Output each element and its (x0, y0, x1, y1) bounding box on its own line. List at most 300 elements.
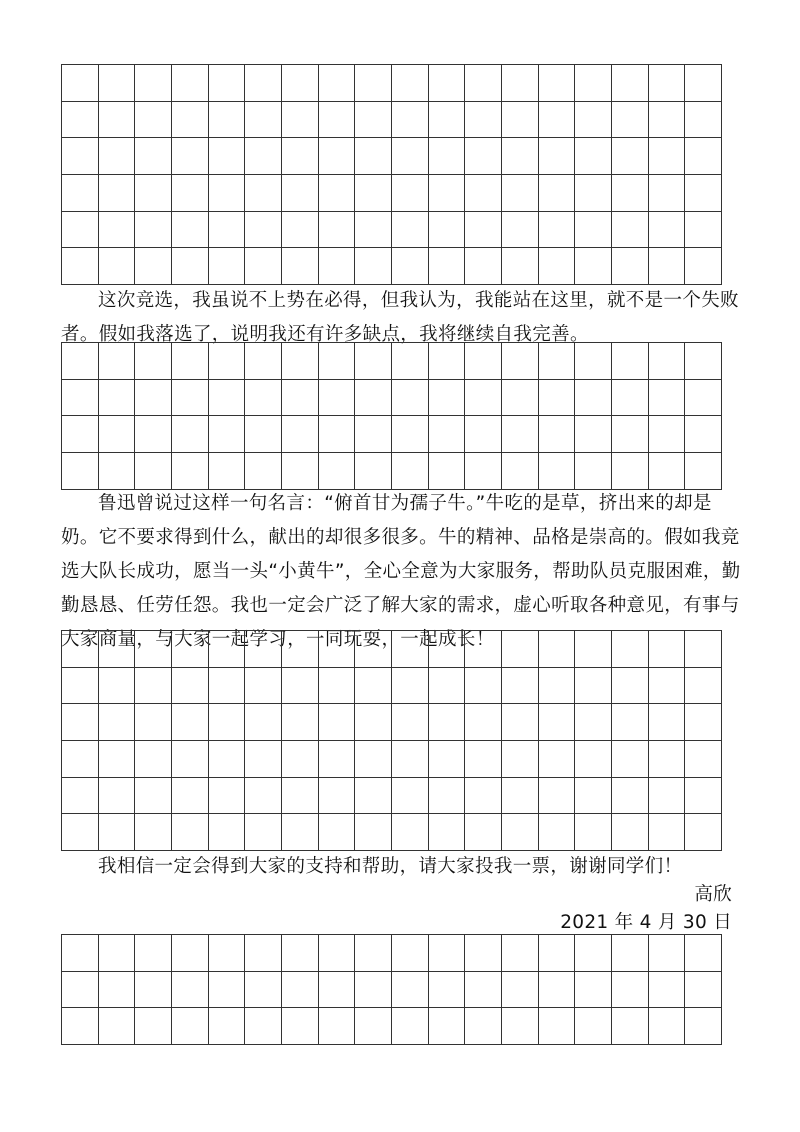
grid-cell (685, 704, 722, 741)
grid-cell (502, 1008, 539, 1045)
grid-cell (502, 778, 539, 815)
grid-cell (99, 668, 136, 705)
paragraph-1-text: 这次竞选，我虽说不上势在必得，但我认为，我能站在这里，就不是一个失败者。假如我落选了，说明我还有许多缺点，我将继续自我完善。 (61, 290, 739, 345)
signature-date: 2021 年 4 月 30 日 (560, 912, 732, 933)
paragraph-2-text: 鲁迅曾说过这样一句名言：“俯首甘为孺子牛。”牛吃的是草，挤出来的却是奶。它不要求得到什么，献出的却很多很多。牛的精神、品格是崇高的。假如我竞选大队长成功，愿当一头“小黄牛”，全心全意为大家服务，帮助队员克服困难，勤勤恳恳、任劳任怨。我也一定会广泛了解大家的需求，虚心听取各种意见，有事与大家商量，与大家一起学习，一同玩耍，一起成长！ (61, 493, 741, 650)
grid-cell (209, 741, 246, 778)
grid-cell (502, 668, 539, 705)
grid-cell (99, 102, 136, 139)
grid-cell (319, 248, 356, 285)
grid-cell (172, 175, 209, 212)
grid-cell (392, 814, 429, 851)
grid-cell (99, 972, 136, 1009)
grid-cell (465, 65, 502, 102)
grid-cell (575, 248, 612, 285)
grid-cell (282, 138, 319, 175)
grid-cell (392, 175, 429, 212)
grid-cell (649, 65, 686, 102)
grid-cell (282, 248, 319, 285)
grid-cell (99, 175, 136, 212)
grid-cell (209, 1008, 246, 1045)
grid-cell (649, 343, 686, 380)
grid-cell (575, 175, 612, 212)
grid-cell (355, 175, 392, 212)
grid-cell (392, 416, 429, 453)
grid-cell (539, 102, 576, 139)
grid-cell (465, 704, 502, 741)
grid-cell (465, 814, 502, 851)
grid-cell (62, 212, 99, 249)
grid-cell (282, 704, 319, 741)
grid-cell (135, 248, 172, 285)
grid-cell (99, 248, 136, 285)
grid-cell (465, 1008, 502, 1045)
grid-cell (612, 453, 649, 490)
grid-cell (282, 65, 319, 102)
grid-cell (392, 212, 429, 249)
grid-cell (392, 741, 429, 778)
grid-cell (135, 972, 172, 1009)
grid-cell (135, 138, 172, 175)
grid-cell (392, 631, 429, 668)
grid-cell (245, 972, 282, 1009)
grid-cell (209, 65, 246, 102)
grid-cell (502, 704, 539, 741)
grid-cell (429, 248, 466, 285)
grid-cell (465, 380, 502, 417)
grid-cell (99, 741, 136, 778)
grid-cell (245, 175, 282, 212)
grid-cell (539, 65, 576, 102)
grid-cell (612, 631, 649, 668)
grid-cell (62, 668, 99, 705)
grid-cell (245, 416, 282, 453)
grid-cell (282, 972, 319, 1009)
grid-cell (282, 741, 319, 778)
grid-cell (319, 453, 356, 490)
grid-cell (685, 972, 722, 1009)
grid-cell (612, 102, 649, 139)
grid-cell (319, 175, 356, 212)
grid-cell (99, 814, 136, 851)
grid-cell (392, 65, 429, 102)
grid-cell (62, 1008, 99, 1045)
grid-cell (575, 343, 612, 380)
grid-cell (429, 212, 466, 249)
grid-cell (502, 972, 539, 1009)
grid-cell (209, 704, 246, 741)
grid-cell (392, 972, 429, 1009)
grid-cell (282, 212, 319, 249)
grid-cell (209, 935, 246, 972)
grid-cell (355, 343, 392, 380)
grid-cell (502, 380, 539, 417)
grid-cell (612, 212, 649, 249)
grid-cell (429, 65, 466, 102)
grid-cell (429, 778, 466, 815)
grid-cell (62, 138, 99, 175)
grid-cell (502, 741, 539, 778)
grid-cell (575, 741, 612, 778)
grid-cell (685, 416, 722, 453)
grid-cell (209, 814, 246, 851)
grid-cell (172, 453, 209, 490)
grid-cell (62, 102, 99, 139)
grid-cell (465, 453, 502, 490)
grid-cell (612, 416, 649, 453)
grid-cell (685, 138, 722, 175)
grid-cell (355, 631, 392, 668)
grid-cell (245, 1008, 282, 1045)
grid-cell (539, 1008, 576, 1045)
grid-cell (245, 741, 282, 778)
grid-cell (392, 935, 429, 972)
grid-cell (62, 814, 99, 851)
grid-cell (245, 668, 282, 705)
grid-cell (282, 778, 319, 815)
grid-cell (539, 212, 576, 249)
grid-cell (465, 631, 502, 668)
grid-cell (172, 778, 209, 815)
grid-cell (245, 102, 282, 139)
grid-cell (62, 778, 99, 815)
grid-cell (135, 343, 172, 380)
grid-block-4 (61, 934, 722, 1045)
grid-cell (62, 380, 99, 417)
paragraph-3 (61, 850, 741, 884)
grid-cell (612, 935, 649, 972)
grid-cell (319, 380, 356, 417)
grid-cell (135, 65, 172, 102)
grid-cell (209, 453, 246, 490)
grid-cell (355, 416, 392, 453)
grid-cell (465, 741, 502, 778)
grid-cell (465, 343, 502, 380)
grid-cell (282, 102, 319, 139)
grid-cell (429, 972, 466, 1009)
grid-cell (172, 380, 209, 417)
grid-cell (282, 1008, 319, 1045)
grid-cell (429, 935, 466, 972)
grid-cell (612, 1008, 649, 1045)
grid-cell (612, 704, 649, 741)
grid-cell (685, 212, 722, 249)
grid-cell (612, 380, 649, 417)
grid-cell (355, 704, 392, 741)
grid-cell (209, 631, 246, 668)
signature-name: 高欣 (694, 884, 732, 905)
grid-cell (685, 453, 722, 490)
grid-cell (502, 631, 539, 668)
grid-cell (429, 453, 466, 490)
grid-cell (355, 102, 392, 139)
paragraph-3-text: 我相信一定会得到大家的支持和帮助，请大家投我一票，谢谢同学们！ (98, 856, 683, 877)
grid-cell (355, 935, 392, 972)
grid-cell (502, 453, 539, 490)
grid-cell (575, 138, 612, 175)
grid-cell (612, 65, 649, 102)
grid-cell (575, 704, 612, 741)
grid-cell (392, 380, 429, 417)
grid-cell (685, 380, 722, 417)
grid-cell (99, 1008, 136, 1045)
grid-cell (62, 704, 99, 741)
grid-cell (392, 778, 429, 815)
grid-block-1 (61, 64, 722, 285)
grid-cell (539, 935, 576, 972)
grid-cell (502, 248, 539, 285)
grid-cell (282, 416, 319, 453)
grid-cell (429, 416, 466, 453)
grid-cell (245, 453, 282, 490)
grid-cell (99, 343, 136, 380)
grid-cell (539, 416, 576, 453)
grid-cell (209, 343, 246, 380)
grid-cell (649, 1008, 686, 1045)
grid-cell (62, 343, 99, 380)
grid-cell (612, 814, 649, 851)
grid-cell (502, 102, 539, 139)
grid-cell (575, 972, 612, 1009)
grid-cell (465, 102, 502, 139)
grid-cell (209, 248, 246, 285)
grid-cell (649, 380, 686, 417)
grid-cell (612, 668, 649, 705)
grid-cell (355, 453, 392, 490)
grid-cell (685, 65, 722, 102)
grid-cell (685, 102, 722, 139)
grid-cell (319, 778, 356, 815)
grid-cell (465, 175, 502, 212)
grid-cell (539, 704, 576, 741)
grid-cell (392, 248, 429, 285)
grid-cell (172, 212, 209, 249)
grid-cell (649, 741, 686, 778)
grid-cell (355, 248, 392, 285)
grid-cell (392, 453, 429, 490)
grid-cell (465, 972, 502, 1009)
grid-cell (465, 416, 502, 453)
grid-cell (575, 380, 612, 417)
grid-cell (429, 102, 466, 139)
grid-cell (465, 138, 502, 175)
grid-cell (392, 343, 429, 380)
grid-cell (245, 704, 282, 741)
grid-cell (392, 102, 429, 139)
grid-cell (539, 741, 576, 778)
grid-cell (575, 778, 612, 815)
grid-cell (575, 416, 612, 453)
grid-cell (429, 741, 466, 778)
grid-cell (649, 704, 686, 741)
grid-cell (245, 935, 282, 972)
grid-cell (465, 778, 502, 815)
grid-cell (575, 814, 612, 851)
grid-cell (245, 248, 282, 285)
grid-cell (282, 175, 319, 212)
grid-block-3 (61, 630, 722, 851)
grid-cell (172, 138, 209, 175)
grid-cell (429, 814, 466, 851)
grid-cell (99, 935, 136, 972)
grid-cell (135, 1008, 172, 1045)
grid-cell (245, 65, 282, 102)
grid-cell (245, 631, 282, 668)
grid-cell (502, 138, 539, 175)
grid-cell (429, 704, 466, 741)
grid-cell (172, 668, 209, 705)
grid-cell (209, 778, 246, 815)
grid-cell (209, 212, 246, 249)
grid-cell (685, 814, 722, 851)
grid-cell (685, 778, 722, 815)
grid-cell (135, 212, 172, 249)
grid-cell (649, 935, 686, 972)
grid-cell (319, 631, 356, 668)
grid-cell (172, 102, 209, 139)
grid-cell (62, 935, 99, 972)
grid-cell (135, 175, 172, 212)
grid-cell (539, 972, 576, 1009)
grid-cell (319, 65, 356, 102)
grid-cell (282, 453, 319, 490)
grid-cell (172, 935, 209, 972)
grid-cell (355, 814, 392, 851)
grid-cell (62, 65, 99, 102)
grid-cell (429, 380, 466, 417)
grid-cell (355, 212, 392, 249)
grid-cell (62, 631, 99, 668)
grid-cell (612, 175, 649, 212)
grid-cell (135, 935, 172, 972)
grid-cell (172, 704, 209, 741)
grid-cell (429, 175, 466, 212)
grid-cell (465, 212, 502, 249)
grid-block-2 (61, 342, 722, 490)
grid-cell (282, 935, 319, 972)
grid-cell (99, 631, 136, 668)
grid-cell (62, 972, 99, 1009)
grid-cell (99, 380, 136, 417)
grid-cell (135, 778, 172, 815)
grid-cell (135, 741, 172, 778)
grid-cell (172, 631, 209, 668)
grid-cell (209, 416, 246, 453)
grid-cell (685, 631, 722, 668)
grid-cell (355, 65, 392, 102)
grid-cell (649, 138, 686, 175)
grid-cell (612, 138, 649, 175)
grid-cell (99, 704, 136, 741)
grid-cell (99, 778, 136, 815)
grid-cell (319, 704, 356, 741)
grid-cell (429, 343, 466, 380)
grid-cell (539, 343, 576, 380)
grid-cell (282, 668, 319, 705)
grid-cell (245, 138, 282, 175)
grid-cell (355, 668, 392, 705)
grid-cell (319, 343, 356, 380)
grid-cell (392, 704, 429, 741)
grid-cell (685, 343, 722, 380)
grid-cell (282, 814, 319, 851)
grid-cell (685, 248, 722, 285)
grid-cell (319, 416, 356, 453)
grid-cell (62, 741, 99, 778)
grid-cell (612, 741, 649, 778)
grid-cell (502, 175, 539, 212)
grid-cell (539, 175, 576, 212)
grid-cell (612, 248, 649, 285)
grid-cell (319, 212, 356, 249)
grid-cell (649, 175, 686, 212)
grid-cell (135, 668, 172, 705)
grid-cell (319, 972, 356, 1009)
grid-cell (62, 416, 99, 453)
grid-cell (649, 668, 686, 705)
grid-cell (502, 343, 539, 380)
grid-cell (575, 631, 612, 668)
grid-cell (649, 972, 686, 1009)
grid-cell (649, 778, 686, 815)
grid-cell (539, 138, 576, 175)
grid-cell (612, 972, 649, 1009)
grid-cell (99, 453, 136, 490)
grid-cell (685, 668, 722, 705)
grid-cell (282, 343, 319, 380)
grid-cell (649, 631, 686, 668)
grid-cell (209, 138, 246, 175)
grid-cell (612, 343, 649, 380)
grid-cell (539, 778, 576, 815)
grid-cell (539, 668, 576, 705)
grid-cell (209, 175, 246, 212)
grid-cell (62, 453, 99, 490)
grid-cell (575, 668, 612, 705)
grid-cell (245, 343, 282, 380)
grid-cell (62, 175, 99, 212)
grid-cell (319, 138, 356, 175)
grid-cell (685, 935, 722, 972)
grid-cell (649, 416, 686, 453)
grid-cell (575, 453, 612, 490)
grid-cell (685, 175, 722, 212)
grid-cell (172, 343, 209, 380)
grid-cell (319, 1008, 356, 1045)
grid-cell (282, 631, 319, 668)
grid-cell (99, 416, 136, 453)
grid-cell (685, 1008, 722, 1045)
grid-cell (649, 102, 686, 139)
grid-cell (172, 248, 209, 285)
grid-cell (502, 935, 539, 972)
grid-cell (539, 814, 576, 851)
grid-cell (172, 741, 209, 778)
grid-cell (575, 102, 612, 139)
grid-cell (135, 453, 172, 490)
grid-cell (62, 248, 99, 285)
grid-cell (282, 380, 319, 417)
grid-cell (575, 935, 612, 972)
grid-cell (209, 972, 246, 1009)
grid-cell (539, 631, 576, 668)
grid-cell (319, 814, 356, 851)
grid-cell (465, 668, 502, 705)
grid-cell (172, 972, 209, 1009)
grid-cell (355, 138, 392, 175)
grid-cell (135, 102, 172, 139)
grid-cell (649, 453, 686, 490)
